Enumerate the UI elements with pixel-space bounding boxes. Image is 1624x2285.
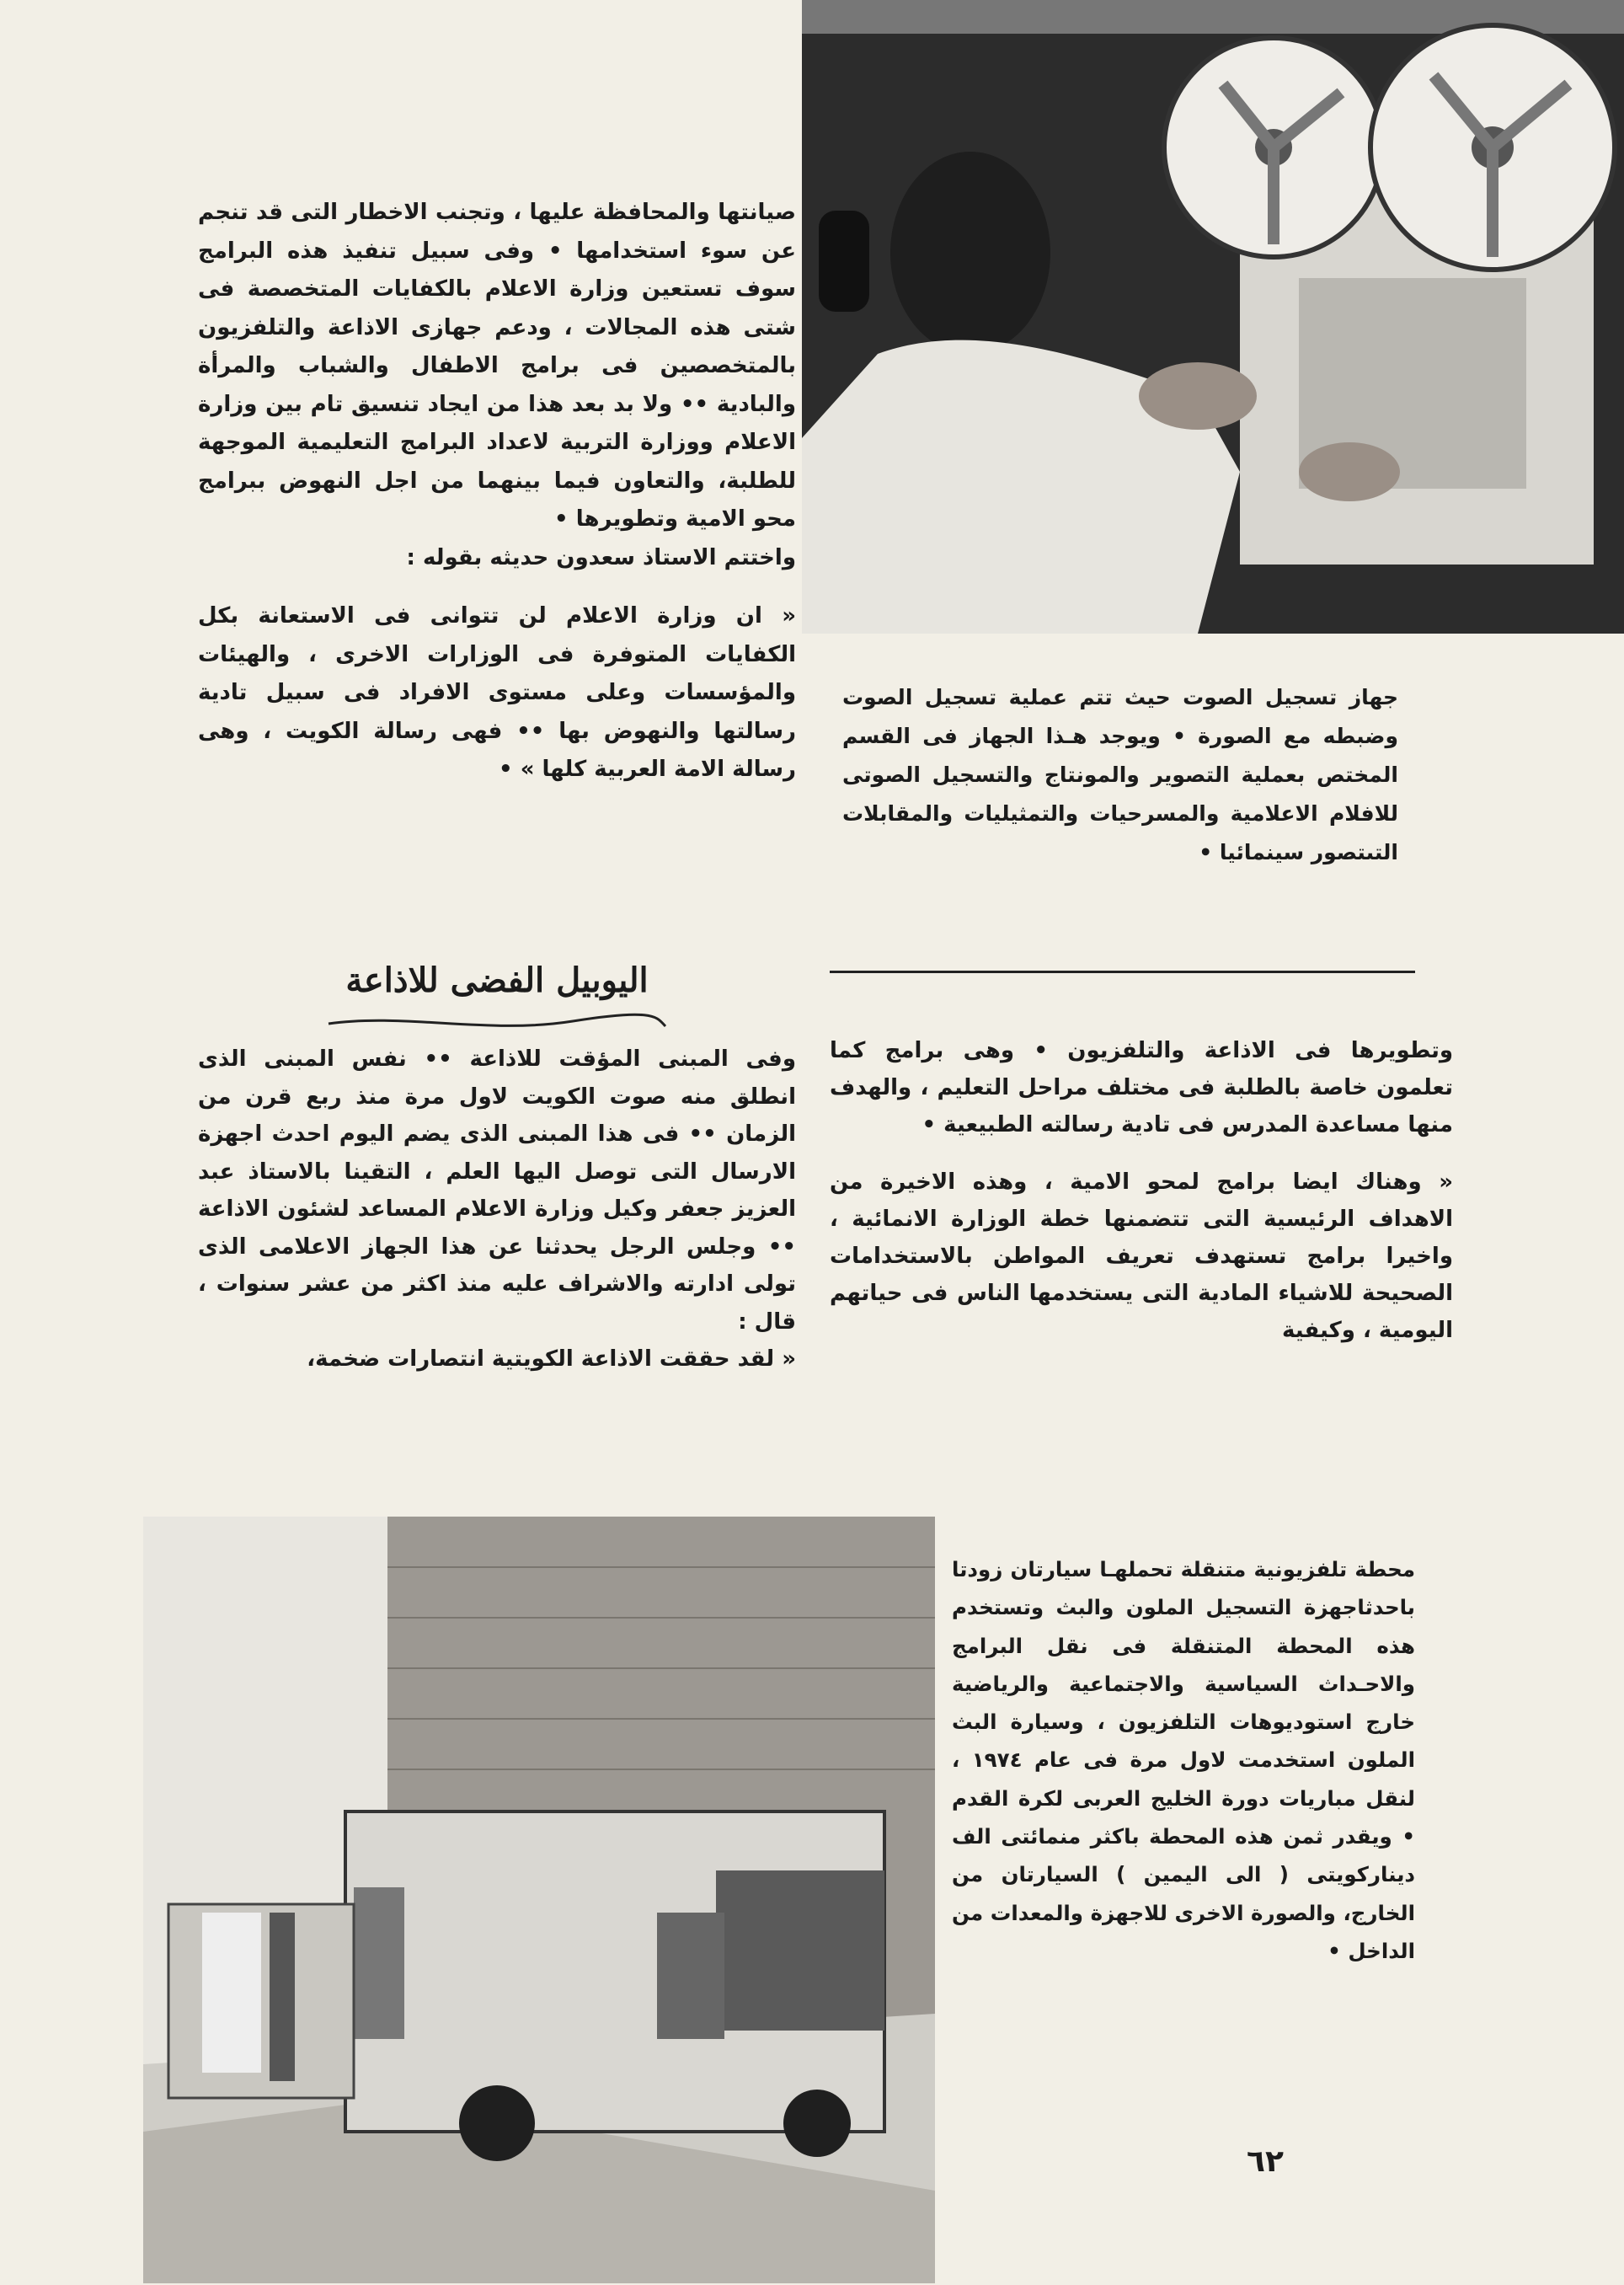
caption-text: محطة تلفزيونية متنقلة تحملهـا سيارتان زودتا باحدثاجهزة التسجيل الملون والبث وتستخدم هذه المحطة المتنقلة فى نقل البرامج والاحـداث السياسية والاجتماعية والرياضية خارج استوديوهات التلفزيون ، وسيارة البث الملون استخدمت لاول مرة فى عام ١٩٧٤ ، لنقل مباريات دورة الخليج العربى لكرة القدم • ويقدر ثمن هذه المحطة باكثر منمائتى الف دیناركويتى ( الى اليمين ) السيارتان من الخارج، والصورة الاخرى للاجهزة والمعدات من الداخل • xyxy=(952,1557,1415,1963)
quote-paragraph: « وهناك ايضا برامج لمحو الامية ، وهذه الاخيرة من الاهداف الرئيسية التى تتضمنها خطة الوزارة الانمائية ، واخيرا برامج تستهدف تعريف المواطن بالاستخدامات الصحيحة للاشياء المادية التى يستخدمها الناس فى حياتهم اليومية ، وكيفية xyxy=(830,1169,1453,1343)
article-column-left xyxy=(198,1041,796,1378)
paragraph: واختتم الاستاذ سعدون حديثه بقوله : xyxy=(406,544,796,570)
sound-recorder-photo xyxy=(802,0,1624,634)
mobile-station-caption xyxy=(952,1550,1415,1970)
headline-underline-ornament xyxy=(320,1011,674,1036)
section-divider xyxy=(830,971,1415,973)
sound-recorder-caption xyxy=(842,678,1398,872)
caption-text: جهاز تسجيل الصوت حيث تتم عملية تسجيل الصوت وضبطه مع الصورة • ويوجد هـذا الجهاز فى القسم المختص بعملية التصوير والمونتاج والتسجيل الصوتى للافلام الاعلامية والمسرحيات والتمثيليات والمقابلات التىتصور سينمائيا • xyxy=(842,685,1398,864)
article-column-top xyxy=(198,194,796,789)
article-column-right xyxy=(830,1032,1453,1349)
mobile-station-photo xyxy=(143,1517,935,2283)
paragraph: وفى المبنى المؤقت للاذاعة •• نفس المبنى الذى انطلق منه صوت الكويت لاول مرة منذ ربع قرن من الزمان •• فى هذا المبنى الذى يضم اليوم احدث اجهزة الارسال التى توصل اليها العلم ، التقينا بالاستاذ عبد العزيز جعفر وكيل وزارة الاعلام المساعد لشئون الاذاعة •• وجلس الرجل يحدثنا عن هذا الجهاز الاعلامى الذى تولى ادارته والاشراف عليه منذ اكثر من عشر سنوات ، قال : xyxy=(198,1046,796,1335)
paragraph: صيانتها والمحافظة عليها ، وتجنب الاخطار التى قد تنجم عن سوء استخدامها • وفى سبيل تنفيذ هذه البرامج سوف تستعين وزارة الاعلام بالكفايات المتخصصة فى شتى هذه المجالات ، ودعم جهازى الاذاعة والتلفزيون بالمتخصصين فى برامج الاطفال والشباب والمرأة والبادية •• ولا بد بعد هذا من ايجاد تنسيق تام بين وزارة الاعلام ووزارة التربية لاعداد البرامج التعليمية الموجهة للطلبة، والتعاون فيما بينهما من اجل النهوض ببرامج محو الامية وتطويرها • xyxy=(198,200,796,532)
paragraph: وتطويرها فى الاذاعة والتلفزيون • وهى برامج كما تعلمون خاصة بالطلبة فى مختلف مراحل التعليم ، والهدف منها مساعدة المدرس فى تادية رسالته الطبيعية • xyxy=(830,1038,1453,1137)
quote-paragraph: « لقد حققت الاذاعة الكويتية انتصارات ضخمة، xyxy=(307,1346,796,1372)
page-number: ٦٢ xyxy=(1247,2144,1284,2179)
section-headline: اليوبيل الفضى للاذاعة xyxy=(345,961,649,1000)
quote-paragraph: « ان وزارة الاعلام لن تتوانى فى الاستعانة بكل الكفايات المتوفرة فى الوزارات الاخرى ، والهيئات والمؤسسات وعلى مستوى الافراد فى سبيل تادية رسالتها والنهوض بها •• فهى رسالة الكويت ، وهى رسالة الامة العربية كلها » • xyxy=(198,603,796,782)
